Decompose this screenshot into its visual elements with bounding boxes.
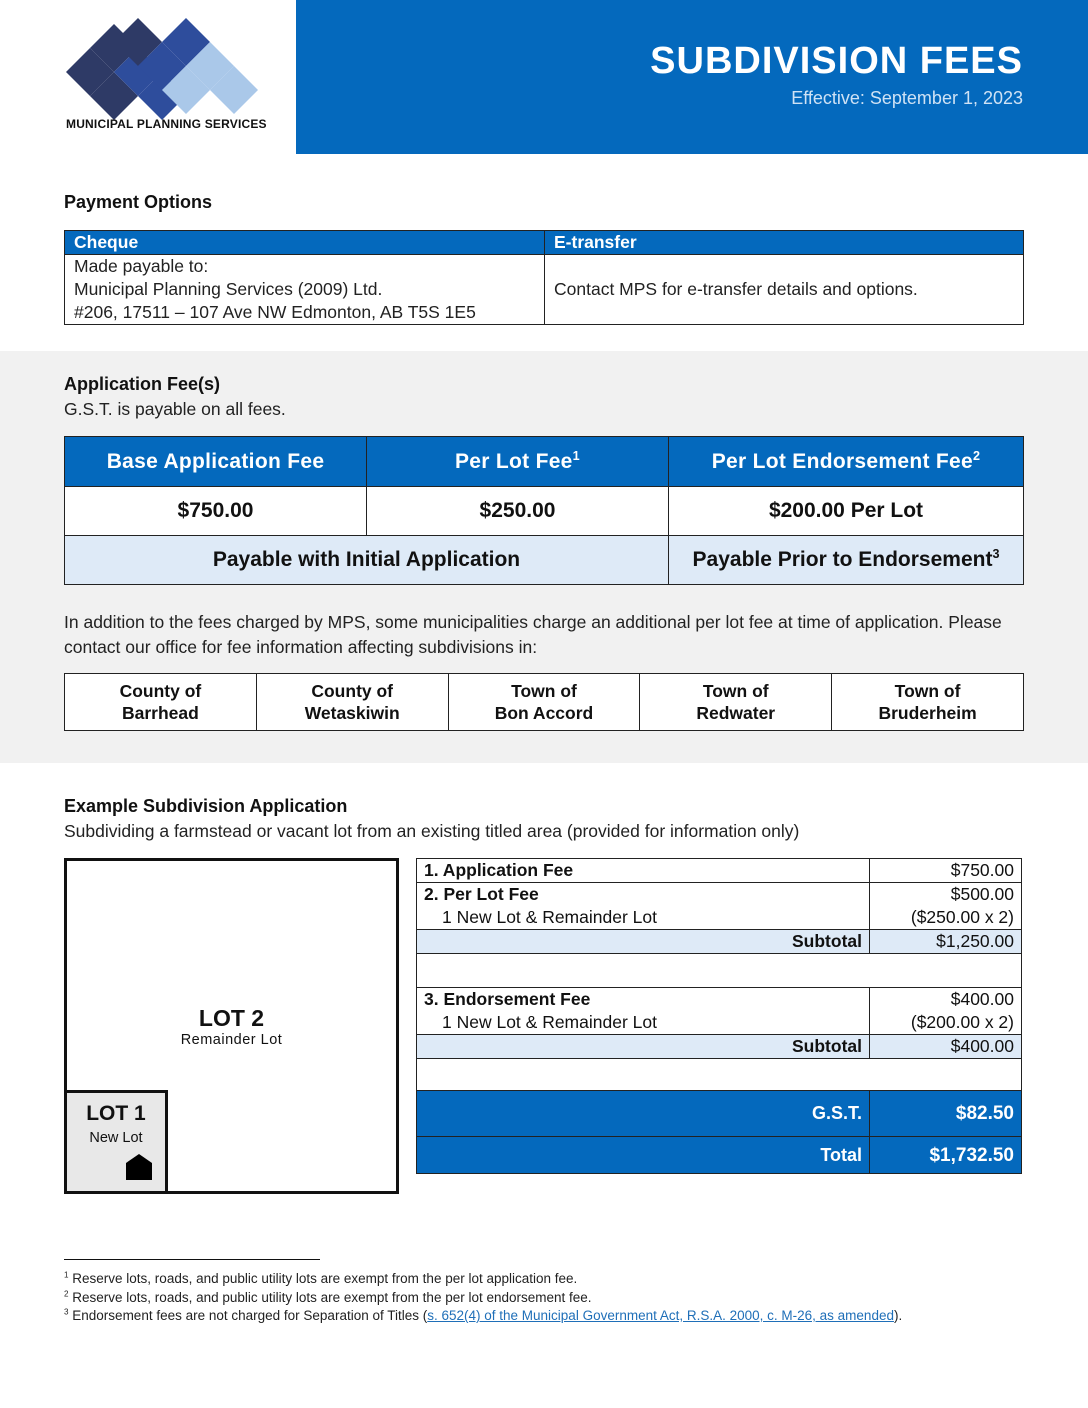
gst-label: G.S.T.: [417, 1091, 870, 1137]
header-banner: [296, 0, 1088, 154]
footnote-1: $^1$ Reserve lots, roads, and public utility lots are exempt from the per lot application fee.: [64, 1270, 578, 1286]
example-heading: Example Subdivision Application: [64, 796, 348, 816]
endorsement-fee-value: $200.00 Per Lot: [669, 487, 1024, 536]
total-amount: $1,732.50: [870, 1137, 1022, 1174]
subtotal-label: Subtotal: [417, 1035, 870, 1059]
effective-date: Effective: September 1, 2023: [791, 88, 1023, 108]
spacer-row: [417, 954, 1022, 988]
lot1-box: [67, 1090, 168, 1191]
base-fee-value: $750.00: [65, 487, 367, 536]
municipality-cell: Town of Bruderheim: [832, 674, 1024, 731]
municipality-cell: Town of Bon Accord: [448, 674, 640, 731]
fee-calculation-table: [416, 858, 1022, 1174]
etransfer-header: E-transfer: [545, 231, 1024, 255]
subtotal-amount: $1,250.00: [870, 930, 1022, 954]
municipalities-table: [64, 673, 1024, 731]
payment-table: [64, 230, 1024, 325]
endorsement-fee-header: Per Lot Endorsement Fee$^2$: [669, 437, 1024, 487]
endorsement-fee-cell: 3. Endorsement Fee 1 New Lot & Remainder Lot: [417, 988, 870, 1035]
per-lot-fee-amount: $500.00 ($250.00 x 2): [870, 883, 1022, 930]
gst-amount: $82.50: [870, 1091, 1022, 1137]
base-fee-header: Base Application Fee: [65, 437, 367, 487]
municipality-cell: County of Wetaskiwin: [256, 674, 448, 731]
logo-text: MUNICIPAL PLANNING SERVICES: [66, 117, 267, 131]
municipality-cell: Town of Redwater: [640, 674, 832, 731]
subtotal-label: Subtotal: [417, 930, 870, 954]
cheque-details: [65, 255, 545, 325]
footnote-2: $^2$ Reserve lots, roads, and public utility lots are exempt from the per lot endorsement fee.: [64, 1289, 592, 1305]
lot-diagram: [64, 858, 399, 1194]
footnote-3: $^3$ Endorsement fees are not charged for Separation of Titles (s. 652(4) of the Municipal Government Act, R.S.A. 2000, c. M-26, as amended).: [64, 1307, 903, 1323]
payable-prior: Payable Prior to Endorsement$^3$: [669, 536, 1024, 585]
cheque-line: Made payable to:: [74, 256, 209, 276]
spacer-row: [417, 1059, 1022, 1091]
lot2-label: LOT 2 Remainder Lot: [180, 1005, 283, 1048]
example-subtitle: Subdividing a farmstead or vacant lot from an existing titled area (provided for information only): [64, 821, 800, 841]
total-label: Total: [417, 1137, 870, 1174]
cheque-header: Cheque: [65, 231, 545, 255]
application-fees-heading: Application Fee(s): [64, 374, 221, 394]
page-title: SUBDIVISION FEES: [650, 40, 1023, 82]
lot1-desc: New Lot: [89, 1130, 143, 1146]
cheque-line: Municipal Planning Services (2009) Ltd.: [74, 279, 383, 299]
additional-fees-text: In addition to the fees charged by MPS, some municipalities charge an additional per lot fee at time of application. Please contact our office for fee information affecting subdivisions in:: [64, 612, 1002, 657]
application-fee-label: 1. Application Fee: [417, 859, 870, 883]
house-icon: [125, 1153, 153, 1181]
subtotal-amount: $400.00: [870, 1035, 1022, 1059]
payable-initial: Payable with Initial Application: [65, 536, 669, 585]
mga-link[interactable]: s. 652(4) of the Municipal Government Act, R.S.A. 2000, c. M-26, as amended: [427, 1308, 894, 1323]
per-lot-fee-value: $250.00: [367, 487, 669, 536]
endorsement-fee-amount: $400.00 ($200.00 x 2): [870, 988, 1022, 1035]
footnotes: [64, 1270, 1024, 1326]
etransfer-details: Contact MPS for e-transfer details and options.: [545, 255, 1024, 325]
footnote-divider: [64, 1259, 320, 1260]
fees-table: [64, 436, 1024, 585]
application-fee-amount: $750.00: [870, 859, 1022, 883]
cheque-line: #206, 17511 – 107 Ave NW Edmonton, AB T5S 1E5: [74, 302, 476, 322]
gst-note: G.S.T. is payable on all fees.: [64, 399, 286, 419]
per-lot-fee-cell: 2. Per Lot Fee 1 New Lot & Remainder Lot: [417, 883, 870, 930]
payment-options-heading: Payment Options: [64, 192, 213, 212]
per-lot-fee-header: Per Lot Fee$^1$: [367, 437, 669, 487]
lot1-label: LOT 1: [86, 1102, 146, 1125]
municipality-cell: County of Barrhead: [65, 674, 257, 731]
logo: [0, 0, 296, 154]
